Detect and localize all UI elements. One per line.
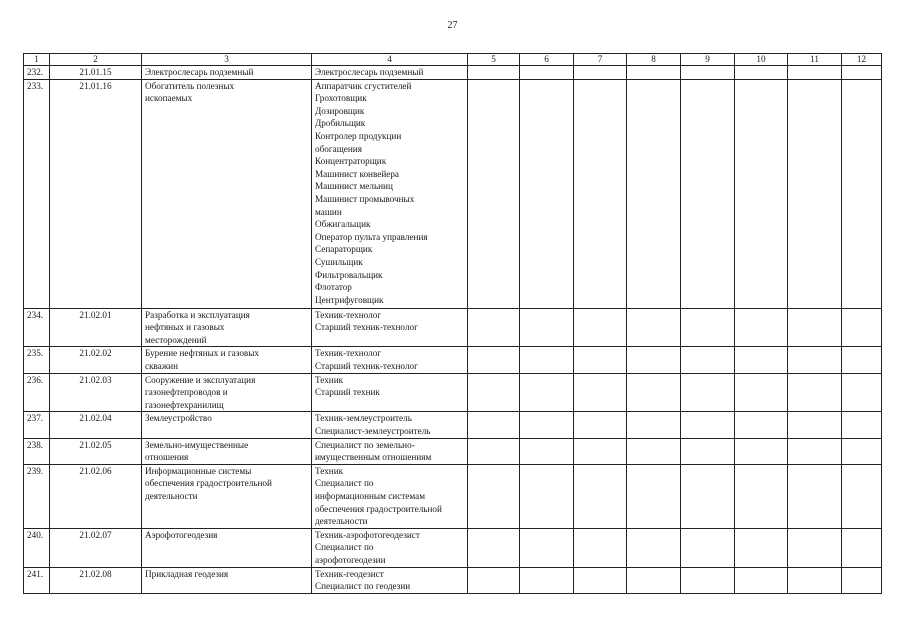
specialty-name-line: отношения bbox=[145, 452, 189, 463]
specialty-name bbox=[142, 66, 312, 80]
qualification-line: Флотатор bbox=[315, 282, 352, 293]
table-row bbox=[24, 66, 882, 80]
qualification-line: Сушильщик bbox=[315, 256, 363, 267]
specialty-code: 21.02.04 bbox=[50, 412, 142, 438]
qualifications bbox=[312, 438, 468, 464]
qualification-line: Техник bbox=[315, 374, 344, 385]
column-header: 8 bbox=[627, 54, 681, 66]
row-number: 241. bbox=[24, 567, 50, 593]
qualification-line: Специалист по земельно- bbox=[315, 439, 415, 450]
empty-cell-col-5 bbox=[468, 412, 520, 438]
column-header: 11 bbox=[788, 54, 842, 66]
empty-cell-col-9 bbox=[681, 66, 735, 80]
empty-cell-col-9 bbox=[681, 528, 735, 567]
empty-cell-col-11 bbox=[788, 528, 842, 567]
empty-cell-col-10 bbox=[735, 308, 788, 347]
empty-cell-col-8 bbox=[627, 438, 681, 464]
specialty-name-line: Сооружение и эксплуатация bbox=[145, 374, 256, 385]
qualifications bbox=[312, 308, 468, 347]
qualification-line: Оператор пульта управления bbox=[315, 231, 428, 242]
empty-cell-col-7 bbox=[574, 79, 627, 308]
empty-cell-col-10 bbox=[735, 79, 788, 308]
column-header: 2 bbox=[50, 54, 142, 66]
specialty-name-line: Аэрофотогеодезия bbox=[145, 529, 218, 540]
empty-cell-col-12 bbox=[842, 438, 882, 464]
empty-cell-col-5 bbox=[468, 438, 520, 464]
row-number: 239. bbox=[24, 464, 50, 528]
table-row bbox=[24, 464, 882, 528]
empty-cell-col-7 bbox=[574, 464, 627, 528]
qualification-line: обеспечения градостроительной bbox=[315, 503, 442, 514]
empty-cell-col-11 bbox=[788, 308, 842, 347]
empty-cell-col-11 bbox=[788, 66, 842, 80]
table-row bbox=[24, 308, 882, 347]
table-body bbox=[24, 66, 882, 594]
row-number: 236. bbox=[24, 373, 50, 412]
empty-cell-col-12 bbox=[842, 66, 882, 80]
qualification-line: информационным системам bbox=[315, 490, 426, 501]
empty-cell-col-5 bbox=[468, 464, 520, 528]
column-header: 9 bbox=[681, 54, 735, 66]
empty-cell-col-7 bbox=[574, 438, 627, 464]
empty-cell-col-10 bbox=[735, 347, 788, 373]
specialty-name-line: скважин bbox=[145, 360, 179, 371]
table-row bbox=[24, 79, 882, 308]
specialty-code: 21.02.05 bbox=[50, 438, 142, 464]
empty-cell-col-12 bbox=[842, 412, 882, 438]
specialty-name-line: Земельно-имущественные bbox=[145, 439, 249, 450]
table-row bbox=[24, 528, 882, 567]
qualification-line: Машинист мельниц bbox=[315, 181, 393, 192]
empty-cell-col-11 bbox=[788, 412, 842, 438]
qualification-line: Контролер продукции bbox=[315, 130, 402, 141]
empty-cell-col-8 bbox=[627, 308, 681, 347]
specialty-code: 21.02.02 bbox=[50, 347, 142, 373]
qualifications bbox=[312, 373, 468, 412]
qualification-line: Техник-технолог bbox=[315, 309, 382, 320]
empty-cell-col-6 bbox=[520, 438, 574, 464]
table-row bbox=[24, 373, 882, 412]
table-row bbox=[24, 412, 882, 438]
qualification-line: машин bbox=[315, 206, 342, 217]
empty-cell-col-12 bbox=[842, 567, 882, 593]
column-header: 3 bbox=[142, 54, 312, 66]
qualification-line: Обжигальщик bbox=[315, 219, 371, 230]
qualification-line: Фильтровальщик bbox=[315, 269, 383, 280]
specialty-name-line: Информационные системы bbox=[145, 465, 252, 476]
qualification-line: Техник-технолог bbox=[315, 348, 382, 359]
empty-cell-col-9 bbox=[681, 79, 735, 308]
specialty-name bbox=[142, 412, 312, 438]
empty-cell-col-7 bbox=[574, 347, 627, 373]
column-header: 10 bbox=[735, 54, 788, 66]
empty-cell-col-10 bbox=[735, 464, 788, 528]
row-number: 238. bbox=[24, 438, 50, 464]
empty-cell-col-6 bbox=[520, 347, 574, 373]
empty-cell-col-11 bbox=[788, 464, 842, 528]
specialty-name-line: Землеустройство bbox=[145, 413, 212, 424]
empty-cell-col-9 bbox=[681, 347, 735, 373]
empty-cell-col-12 bbox=[842, 464, 882, 528]
specialty-name bbox=[142, 464, 312, 528]
empty-cell-col-12 bbox=[842, 373, 882, 412]
empty-cell-col-6 bbox=[520, 79, 574, 308]
specialty-code: 21.01.15 bbox=[50, 66, 142, 80]
qualification-line: Сепараторщик bbox=[315, 244, 373, 255]
empty-cell-col-12 bbox=[842, 308, 882, 347]
specialty-name-line: Электрослесарь подземный bbox=[145, 67, 254, 77]
empty-cell-col-8 bbox=[627, 373, 681, 412]
qualification-line: Машинист конвейера bbox=[315, 168, 399, 179]
row-number: 232. bbox=[24, 66, 50, 80]
specialty-code: 21.02.01 bbox=[50, 308, 142, 347]
column-header: 4 bbox=[312, 54, 468, 66]
column-header: 5 bbox=[468, 54, 520, 66]
empty-cell-col-5 bbox=[468, 308, 520, 347]
specialty-name-line: Прикладная геодезия bbox=[145, 568, 229, 579]
empty-cell-col-8 bbox=[627, 528, 681, 567]
qualification-line: деятельности bbox=[315, 516, 368, 527]
qualification-line: имущественным отношениям bbox=[315, 452, 432, 463]
empty-cell-col-7 bbox=[574, 308, 627, 347]
row-number: 233. bbox=[24, 79, 50, 308]
specialty-code: 21.01.16 bbox=[50, 79, 142, 308]
empty-cell-col-7 bbox=[574, 528, 627, 567]
row-number: 237. bbox=[24, 412, 50, 438]
specialty-code: 21.02.06 bbox=[50, 464, 142, 528]
empty-cell-col-6 bbox=[520, 373, 574, 412]
specialty-name bbox=[142, 308, 312, 347]
column-header: 12 bbox=[842, 54, 882, 66]
empty-cell-col-9 bbox=[681, 412, 735, 438]
empty-cell-col-7 bbox=[574, 412, 627, 438]
qualification-line: Старший техник bbox=[315, 387, 380, 398]
qualification-line: Электрослесарь подземный bbox=[315, 67, 424, 77]
empty-cell-col-6 bbox=[520, 567, 574, 593]
empty-cell-col-5 bbox=[468, 347, 520, 373]
qualification-line: Специалист-землеустроитель bbox=[315, 425, 431, 436]
empty-cell-col-12 bbox=[842, 528, 882, 567]
table-row bbox=[24, 567, 882, 593]
specialty-name-line: месторождений bbox=[145, 334, 207, 345]
empty-cell-col-12 bbox=[842, 79, 882, 308]
qualification-line: Старший техник-технолог bbox=[315, 360, 418, 371]
specialty-name bbox=[142, 438, 312, 464]
qualification-line: Техник-землеустроитель bbox=[315, 413, 412, 424]
empty-cell-col-10 bbox=[735, 412, 788, 438]
qualification-line: Центрифуговщик bbox=[315, 294, 384, 305]
empty-cell-col-11 bbox=[788, 347, 842, 373]
qualifications bbox=[312, 567, 468, 593]
empty-cell-col-8 bbox=[627, 66, 681, 80]
specialty-name-line: Разработка и эксплуатация bbox=[145, 309, 250, 320]
specialty-name-line: ископаемых bbox=[145, 93, 193, 104]
qualification-line: Дробильщик bbox=[315, 118, 366, 129]
specialty-name-line: обеспечения градостроительной bbox=[145, 478, 272, 489]
empty-cell-col-10 bbox=[735, 373, 788, 412]
qualification-line: Техник-геодезист bbox=[315, 568, 384, 579]
specialty-name-line: нефтяных и газовых bbox=[145, 322, 225, 333]
table-row bbox=[24, 438, 882, 464]
empty-cell-col-12 bbox=[842, 347, 882, 373]
qualifications bbox=[312, 464, 468, 528]
qualification-line: Дозировщик bbox=[315, 105, 365, 116]
specialty-name-line: газонефтепроводов и bbox=[145, 387, 228, 398]
row-number: 240. bbox=[24, 528, 50, 567]
empty-cell-col-5 bbox=[468, 66, 520, 80]
specialty-name-line: газонефтехранилищ bbox=[145, 399, 224, 410]
specialty-name bbox=[142, 528, 312, 567]
header-row bbox=[24, 54, 882, 66]
empty-cell-col-6 bbox=[520, 66, 574, 80]
empty-cell-col-6 bbox=[520, 412, 574, 438]
qualifications bbox=[312, 79, 468, 308]
empty-cell-col-10 bbox=[735, 567, 788, 593]
specialty-name-line: деятельности bbox=[145, 490, 198, 501]
row-number: 235. bbox=[24, 347, 50, 373]
specialty-name-line: Обогатитель полезных bbox=[145, 80, 235, 91]
empty-cell-col-8 bbox=[627, 347, 681, 373]
row-number: 234. bbox=[24, 308, 50, 347]
empty-cell-col-6 bbox=[520, 528, 574, 567]
qualification-line: Аппаратчик сгустителей bbox=[315, 80, 412, 91]
specialty-name-line: Бурение нефтяных и газовых bbox=[145, 348, 260, 359]
qualification-line: аэрофотогеодезии bbox=[315, 554, 386, 565]
empty-cell-col-5 bbox=[468, 373, 520, 412]
specialty-name bbox=[142, 79, 312, 308]
specialty-code: 21.02.08 bbox=[50, 567, 142, 593]
page-number: 27 bbox=[447, 20, 458, 31]
qualification-line: Специалист по bbox=[315, 478, 374, 489]
qualification-line: Техник-аэрофотогеодезист bbox=[315, 529, 420, 540]
empty-cell-col-6 bbox=[520, 308, 574, 347]
qualification-line: Специалист по bbox=[315, 542, 374, 553]
empty-cell-col-6 bbox=[520, 464, 574, 528]
column-header: 7 bbox=[574, 54, 627, 66]
specialties-table bbox=[23, 53, 882, 594]
empty-cell-col-10 bbox=[735, 66, 788, 80]
specialty-name bbox=[142, 567, 312, 593]
qualification-line: Концентраторщик bbox=[315, 156, 387, 167]
empty-cell-col-8 bbox=[627, 79, 681, 308]
empty-cell-col-11 bbox=[788, 373, 842, 412]
specialty-name bbox=[142, 373, 312, 412]
column-header: 1 bbox=[24, 54, 50, 66]
specialty-code: 21.02.03 bbox=[50, 373, 142, 412]
empty-cell-col-11 bbox=[788, 438, 842, 464]
specialty-code: 21.02.07 bbox=[50, 528, 142, 567]
empty-cell-col-5 bbox=[468, 528, 520, 567]
qualification-line: Старший техник-технолог bbox=[315, 322, 418, 333]
qualification-line: Техник bbox=[315, 465, 344, 476]
empty-cell-col-10 bbox=[735, 528, 788, 567]
empty-cell-col-8 bbox=[627, 464, 681, 528]
table-row bbox=[24, 347, 882, 373]
empty-cell-col-7 bbox=[574, 66, 627, 80]
qualification-line: Специалист по геодезии bbox=[315, 581, 411, 592]
empty-cell-col-9 bbox=[681, 464, 735, 528]
empty-cell-col-5 bbox=[468, 567, 520, 593]
qualifications bbox=[312, 347, 468, 373]
qualifications bbox=[312, 66, 468, 80]
qualifications bbox=[312, 412, 468, 438]
qualifications bbox=[312, 528, 468, 567]
empty-cell-col-7 bbox=[574, 567, 627, 593]
empty-cell-col-11 bbox=[788, 79, 842, 308]
empty-cell-col-9 bbox=[681, 567, 735, 593]
column-header: 6 bbox=[520, 54, 574, 66]
empty-cell-col-9 bbox=[681, 373, 735, 412]
empty-cell-col-11 bbox=[788, 567, 842, 593]
empty-cell-col-10 bbox=[735, 438, 788, 464]
empty-cell-col-7 bbox=[574, 373, 627, 412]
specialty-name bbox=[142, 347, 312, 373]
qualification-line: обогащения bbox=[315, 143, 362, 154]
empty-cell-col-8 bbox=[627, 567, 681, 593]
qualification-line: Машинист промывочных bbox=[315, 193, 415, 204]
empty-cell-col-9 bbox=[681, 308, 735, 347]
qualification-line: Грохотовщик bbox=[315, 93, 367, 104]
empty-cell-col-9 bbox=[681, 438, 735, 464]
empty-cell-col-8 bbox=[627, 412, 681, 438]
empty-cell-col-5 bbox=[468, 79, 520, 308]
